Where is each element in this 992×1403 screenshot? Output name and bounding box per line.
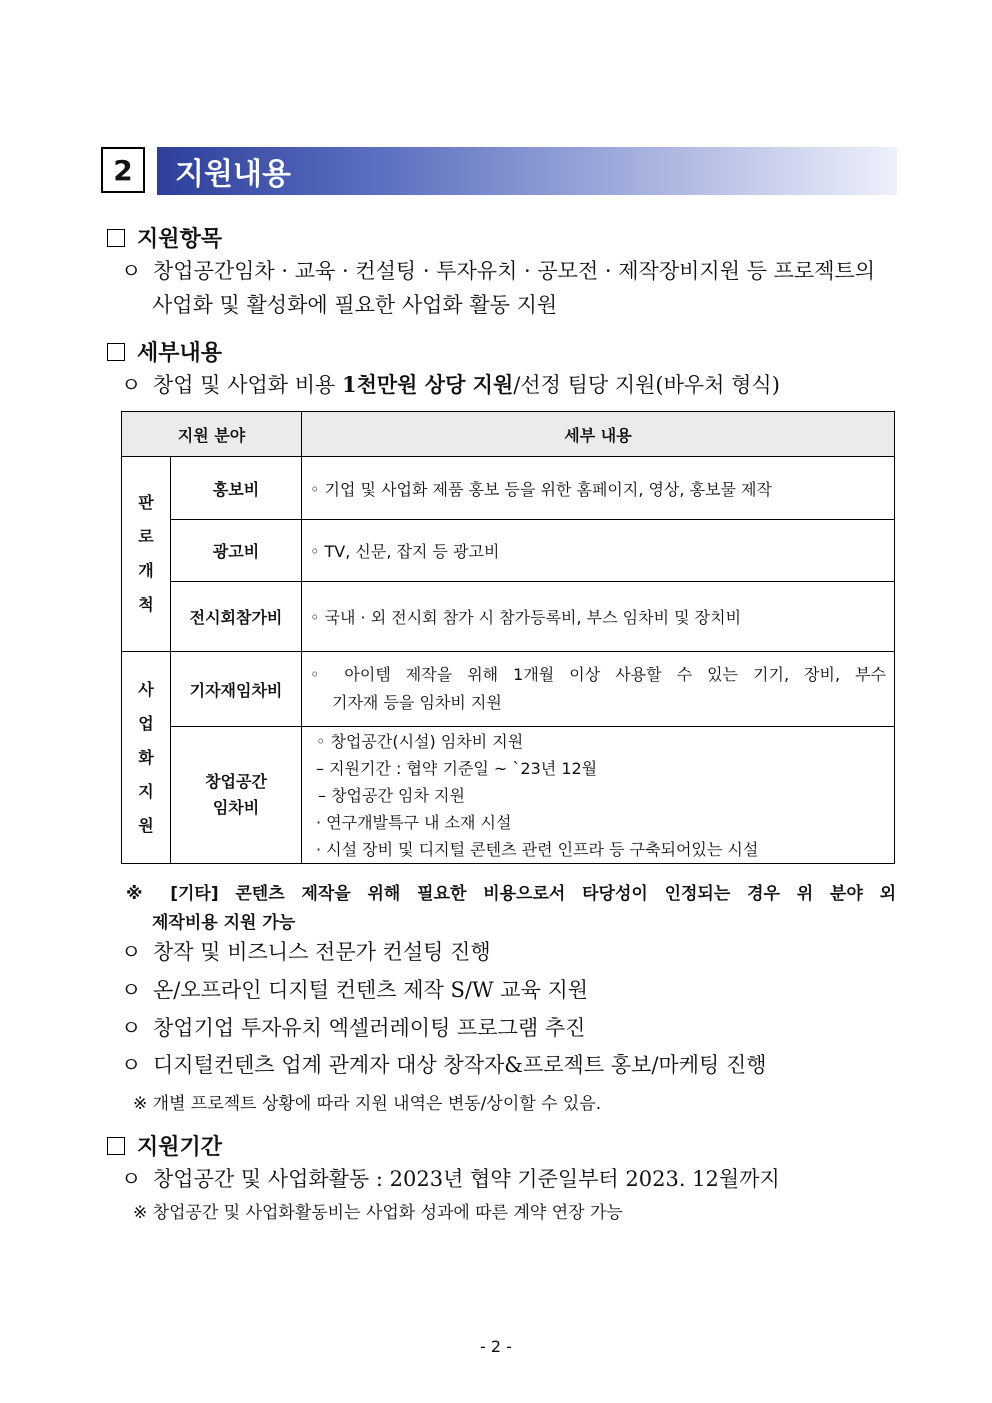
row-category: 광고비 — [171, 520, 302, 582]
row-detail: ◦ 아이템 제작을 위해 1개월 이상 사용할 수 있는 기기, 장비, 부수 기자재 등을 임차비 지원 — [302, 652, 895, 727]
details-heading — [107, 336, 222, 367]
row-category: 기자재임차비 — [171, 652, 302, 727]
header-detail: 세부 내용 — [302, 412, 895, 457]
table-row — [122, 457, 895, 520]
row-detail: ◦ 창업공간(시설) 임차비 지원 – 지원기간 : 협약 기준일 ~ `23년 12월 – 창업공간 임차 지원 · 연구개발특구 내 소재 시설 · 시설 장비 및 디지털 콘텐츠 관련 인프라 등 구축되어있는 시설 — [302, 727, 895, 864]
period-note: ※ 창업공간 및 사업화활동비는 사업화 성과에 따른 계약 연장 가능 — [133, 1203, 623, 1223]
bullet-circle-icon: ㅇ — [121, 978, 142, 1002]
row-detail: ◦ 국내 · 외 전시회 참가 시 참가등록비, 부스 임차비 및 장치비 — [302, 582, 895, 652]
support-items-line-2: 사업화 및 활성화에 필요한 사업화 활동 지원 — [152, 293, 558, 317]
heading-text: 지원항목 — [137, 226, 223, 252]
table-row — [122, 520, 895, 582]
program-item: ㅇ 창작 및 비즈니스 전문가 컨설팅 진행 — [121, 936, 491, 966]
programs-note: ※ 개별 프로젝트 상황에 따라 지원 내역은 변동/상이할 수 있음. — [133, 1094, 602, 1114]
etc-note-line-1: ※ [기타] 콘텐츠 제작을 위해 필요한 비용으로서 타당성이 인정되는 경우 위 분야 외 — [126, 884, 896, 904]
row-category: 창업공간 임차비 — [171, 727, 302, 864]
period-heading — [107, 1130, 222, 1161]
checkbox-square-icon — [107, 343, 125, 361]
program-item: ㅇ 디지털컨텐츠 업계 관계자 대상 창작자&프로젝트 홍보/마케팅 진행 — [121, 1049, 767, 1079]
heading-text: 지원기간 — [137, 1134, 223, 1160]
support-items-heading — [107, 222, 222, 253]
heading-text: 세부내용 — [137, 340, 223, 366]
highlight-amount: 1천만원 상당 지원 — [342, 372, 514, 397]
bullet-circle-icon: ㅇ — [121, 940, 142, 964]
row-category: 전시회참가비 — [171, 582, 302, 652]
checkbox-square-icon — [107, 229, 125, 247]
etc-note-line-2: 제작비용 지원 가능 — [152, 913, 296, 933]
group-label-sales: 판 로 개 척 — [122, 457, 171, 652]
bullet-circle-icon: ㅇ — [121, 1053, 142, 1077]
header-field: 지원 분야 — [122, 412, 302, 457]
section-number: 2 — [101, 147, 145, 193]
details-line: ㅇ 창업 및 사업화 비용 1천만원 상당 지원/선정 팀당 지원(바우처 형식) — [121, 369, 780, 399]
row-category: 홍보비 — [171, 457, 302, 520]
support-items-line-1: ㅇ 창업공간임차 · 교육 · 컨설팅 · 투자유치 · 공모전 · 제작장비지원 등 프로젝트의 — [121, 255, 875, 285]
section-title: 지원내용 — [157, 147, 897, 195]
program-item: ㅇ 온/오프라인 디지털 컨텐츠 제작 S/W 교육 지원 — [121, 974, 588, 1004]
bullet-circle-icon: ㅇ — [121, 1016, 142, 1040]
group-label-commercialization: 사 업 화 지 원 — [122, 652, 171, 864]
table-header-row — [122, 412, 895, 457]
bullet-circle-icon: ㅇ — [121, 373, 142, 397]
table-row — [122, 582, 895, 652]
program-item: ㅇ 창업기업 투자유치 엑셀러레이팅 프로그램 추진 — [121, 1012, 585, 1042]
page-number: - 2 - — [480, 1337, 512, 1356]
bullet-circle-icon: ㅇ — [121, 259, 142, 283]
period-line: ㅇ 창업공간 및 사업화활동 : 2023년 협약 기준일부터 2023. 12월까지 — [121, 1163, 780, 1193]
row-detail: ◦ 기업 및 사업화 제품 홍보 등을 위한 홈페이지, 영상, 홍보물 제작 — [302, 457, 895, 520]
checkbox-square-icon — [107, 1137, 125, 1155]
support-table — [121, 411, 895, 864]
bullet-circle-icon: ㅇ — [121, 1167, 142, 1191]
table-row — [122, 727, 895, 864]
row-detail: ◦ TV, 신문, 잡지 등 광고비 — [302, 520, 895, 582]
table-row — [122, 652, 895, 727]
